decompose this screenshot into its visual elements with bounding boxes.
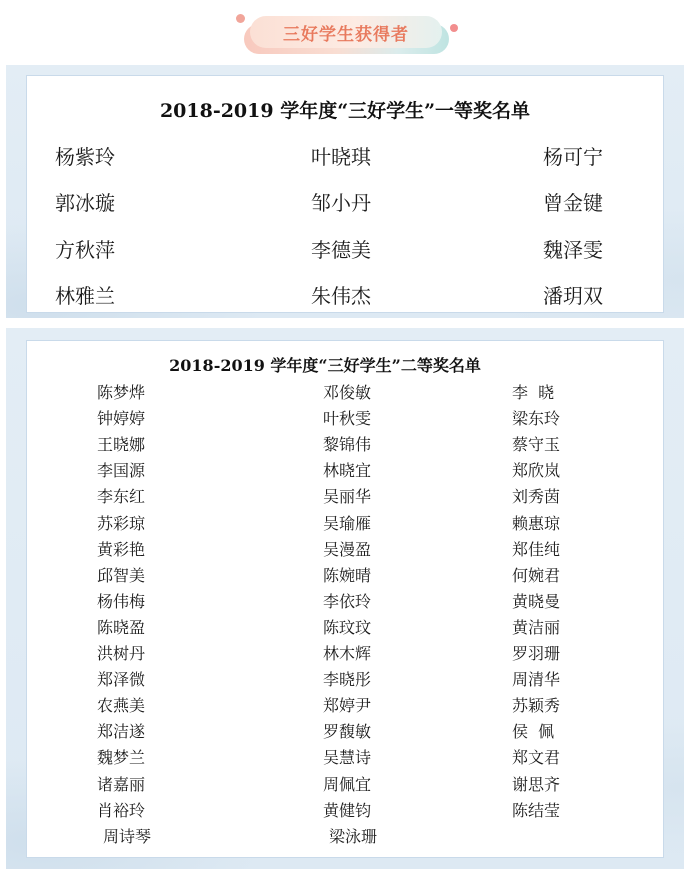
second-prize-name: 陈婉晴 — [323, 565, 372, 585]
first-prize-name: 潘玥双 — [543, 284, 603, 308]
decor-dot-left — [236, 14, 245, 23]
first-prize-name: 杨紫玲 — [55, 145, 115, 169]
second-prize-name: 黄健钧 — [323, 800, 372, 820]
second-prize-name: 诸嘉丽 — [97, 774, 146, 794]
second-prize-name: 苏颖秀 — [512, 696, 561, 716]
first-prize-name: 林雅兰 — [55, 284, 115, 308]
second-prize-name: 郑洁遂 — [97, 722, 146, 742]
second-prize-name: 吴慧诗 — [323, 748, 372, 768]
first-prize-name: 叶晓琪 — [311, 145, 371, 169]
second-prize-name: 杨伟梅 — [97, 591, 146, 611]
second-prize-name: 赖惠琼 — [512, 513, 561, 533]
second-prize-name: 陈晓盈 — [97, 617, 146, 637]
first-prize-panel — [6, 65, 684, 318]
first-prize-name: 郭冰璇 — [55, 191, 115, 215]
second-prize-name: 罗羽珊 — [512, 644, 561, 663]
second-prize-name: 周诗琴 — [103, 826, 152, 846]
second-prize-name: 陈梦烨 — [97, 383, 146, 402]
second-prize-name: 谢思齐 — [512, 774, 561, 794]
second-prize-name: 农燕美 — [97, 696, 146, 716]
second-prize-name: 邱智美 — [97, 565, 146, 585]
second-prize-name: 李晓彤 — [323, 670, 372, 690]
second-prize-name: 苏彩琼 — [97, 513, 146, 533]
second-prize-name: 黄洁丽 — [512, 617, 561, 637]
second-prize-name: 肖裕玲 — [97, 800, 146, 820]
second-prize-name: 郑婷尹 — [323, 696, 372, 716]
second-prize-name: 梁东玲 — [512, 409, 561, 429]
second-prize-name: 李东红 — [97, 487, 146, 507]
second-prize-panel — [6, 328, 684, 869]
first-prize-card — [26, 75, 664, 313]
second-prize-name: 黄彩艳 — [97, 539, 146, 559]
first-prize-name: 李德美 — [311, 238, 371, 262]
second-prize-title: 2018-2019 学年度“三好学生”二等奖名单 — [169, 356, 481, 375]
second-prize-name: 洪树丹 — [97, 644, 146, 663]
second-prize-name: 郑佳纯 — [512, 539, 561, 559]
first-prize-name: 曾金键 — [543, 191, 603, 215]
second-prize-name: 梁泳珊 — [329, 826, 378, 846]
second-prize-card — [26, 340, 664, 858]
first-prize-name: 魏泽雯 — [543, 238, 603, 262]
second-prize-name: 魏梦兰 — [97, 748, 146, 768]
second-prize-name: 郑泽微 — [97, 670, 146, 690]
section-header-badge — [236, 10, 458, 58]
first-prize-title: 2018-2019 学年度“三好学生”一等奖名单 — [159, 100, 531, 122]
first-prize-name: 杨可宁 — [543, 145, 603, 169]
second-prize-name: 郑欣岚 — [512, 461, 561, 481]
second-prize-name: 郑文君 — [512, 748, 561, 768]
decor-dot-right — [450, 24, 458, 32]
second-prize-name: 黎锦伟 — [323, 435, 372, 455]
second-prize-name: 吴漫盈 — [323, 539, 372, 559]
second-prize-name: 吴丽华 — [323, 487, 372, 507]
second-prize-name: 侯 佩 — [512, 722, 555, 742]
second-prize-name: 王晓娜 — [97, 435, 146, 455]
second-prize-name: 李国源 — [97, 461, 146, 481]
section-title: 三好学生获得者 — [283, 24, 409, 45]
first-prize-name: 方秋萍 — [55, 238, 115, 262]
second-prize-name: 叶秋雯 — [323, 409, 372, 429]
second-prize-name: 林木辉 — [323, 644, 372, 663]
second-prize-name: 吴瑜雁 — [323, 513, 372, 533]
second-prize-name: 蔡守玉 — [512, 435, 561, 455]
second-prize-name: 何婉君 — [512, 565, 561, 585]
second-prize-name: 李 晓 — [512, 383, 555, 402]
second-prize-name: 李依玲 — [323, 591, 372, 611]
second-prize-name: 林晓宜 — [323, 461, 372, 481]
first-prize-name: 朱伟杰 — [311, 284, 371, 308]
second-prize-name: 陈结莹 — [512, 800, 561, 820]
second-prize-name: 刘秀茵 — [512, 487, 561, 507]
first-prize-name: 邹小丹 — [311, 191, 371, 215]
second-prize-name: 钟婷婷 — [97, 409, 146, 429]
second-prize-name: 周佩宜 — [323, 774, 372, 794]
second-prize-name: 黄晓曼 — [512, 591, 561, 611]
second-prize-name: 邓俊敏 — [323, 383, 372, 402]
second-prize-name: 周清华 — [512, 670, 561, 690]
badge-pill — [250, 16, 442, 48]
second-prize-name: 陈玟玟 — [323, 617, 372, 637]
second-prize-name: 罗馥敏 — [323, 722, 372, 742]
